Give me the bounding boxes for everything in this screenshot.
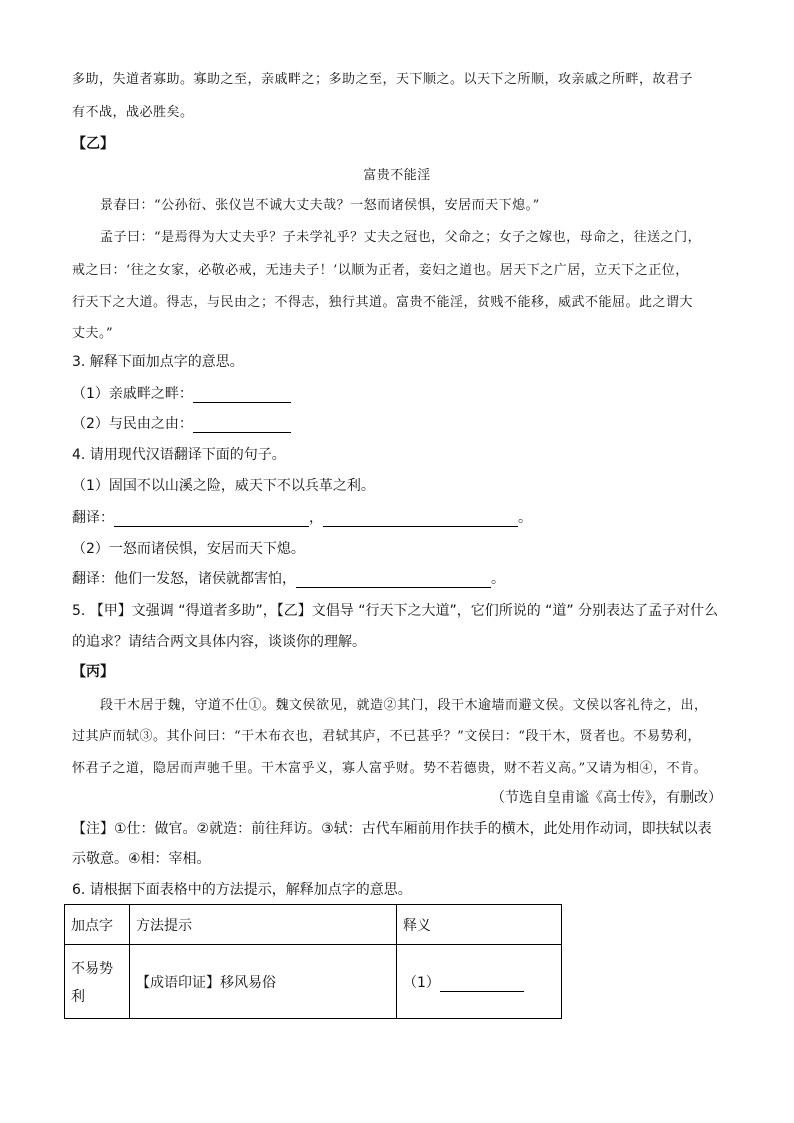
passage-a-line: 多助，失道者寡助。寡助之至，亲戚畔之；多助之至，天下顺之。以天下之所顺，攻亲戚之所畔，故君子 bbox=[72, 72, 694, 87]
answer-label: （1） bbox=[403, 974, 440, 991]
passage-c-marker: 【丙】 bbox=[72, 664, 114, 680]
comma: ， bbox=[309, 510, 323, 526]
answer-blank[interactable] bbox=[323, 512, 518, 527]
question-3-item bbox=[72, 413, 291, 433]
method-table bbox=[64, 904, 562, 1019]
translation-label: 翻译： bbox=[72, 510, 114, 526]
table-header: 释义 bbox=[397, 905, 562, 945]
question-3-item-label: （2）与民由之由： bbox=[72, 416, 193, 432]
table-cell-answer bbox=[397, 945, 562, 1019]
word-line: 不易势 bbox=[71, 960, 113, 977]
passage-c-line: 段干木居于魏，守道不仕①。魏文侯欲见，就造②其门，段干木逾墙而避文侯。文侯以客礼待之，出， bbox=[100, 698, 708, 713]
table-header-row bbox=[65, 905, 562, 945]
answer-blank[interactable] bbox=[296, 573, 491, 588]
question-5-prompt: 的追求？请结合两文具体内容，谈谈你的理解。 bbox=[72, 634, 366, 650]
period: 。 bbox=[518, 510, 532, 526]
passage-b-line: 戒之曰：‘往之女家，必敬必戒，无违夫子！’以顺为正者，妾妇之道也。居天下之广居，立天下之正位， bbox=[72, 263, 689, 278]
passage-c-line: 过其庐而轼③。其仆问曰：“干木布衣也，君轼其庐，不已甚乎？”文侯曰：“段干木，贤者也。不易势利， bbox=[72, 729, 701, 744]
period: 。 bbox=[491, 571, 505, 587]
answer-blank[interactable] bbox=[114, 512, 309, 527]
passage-b-title: 富贵不能淫 bbox=[363, 168, 431, 183]
table-header: 加点字 bbox=[65, 905, 130, 945]
answer-blank[interactable] bbox=[193, 388, 291, 403]
word-line: 利 bbox=[71, 988, 85, 1005]
question-3-prompt: 3. 解释下面加点字的意思。 bbox=[72, 354, 244, 370]
table-header: 方法提示 bbox=[130, 905, 397, 945]
table-cell-word bbox=[65, 945, 130, 1019]
passage-c-line: 怀君子之道，隐居而声驰千里。干木富乎义，寡人富乎财。势不若德贵，财不若义高。”又请为相④，不肯。 bbox=[72, 761, 708, 776]
passage-source: （节选自皇甫谧《高士传》，有删改） bbox=[491, 790, 722, 806]
notes: 【注】①仕：做官。②就造：前往拜访。③轼：古代车厢前用作扶手的横木，此处用作动词，即扶轼以表 bbox=[72, 821, 712, 837]
question-4-item: （1）固国不以山溪之险，威天下不以兵革之利。 bbox=[72, 478, 375, 494]
passage-b-line: 景春曰：“公孙衍、张仪岂不诚大丈夫哉？一怒而诸侯惧，安居而天下熄。” bbox=[100, 198, 540, 213]
passage-a-line: 有不战，战必胜矣。 bbox=[72, 105, 194, 120]
question-4-translation bbox=[72, 568, 505, 588]
notes: 示敬意。④相：宰相。 bbox=[72, 851, 211, 867]
question-5-prompt: 5. 【甲】文强调 “得道者多助”，【乙】文倡导 “行天下之大道”，它们所说的 “道” 分别表达了孟子对什么 bbox=[72, 603, 719, 619]
passage-b-line: 孟子曰：“是焉得为大丈夫乎？子未学礼乎？丈夫之冠也，父命之；女子之嫁也，母命之，往送之门， bbox=[100, 230, 702, 245]
question-4-prompt: 4. 请用现代汉语翻译下面的句子。 bbox=[72, 447, 286, 463]
passage-b-line: 行天下之大道。得志，与民由之；不得志，独行其道。富贵不能淫，贫贱不能移，威武不能屈。此之谓大 bbox=[72, 295, 694, 310]
question-3-item-label: （1）亲戚畔之畔： bbox=[72, 386, 193, 402]
question-3-item bbox=[72, 383, 291, 403]
question-6-prompt: 6. 请根据下面表格中的方法提示，解释加点字的意思。 bbox=[72, 882, 412, 898]
table-row bbox=[65, 945, 562, 1019]
translation-label: 翻译：他们一发怒，诸侯就都害怕， bbox=[72, 571, 296, 587]
table-cell-hint: 【成语印证】移风易俗 bbox=[130, 945, 397, 1019]
passage-b-line: 丈夫。” bbox=[72, 326, 114, 341]
answer-blank[interactable] bbox=[193, 418, 291, 433]
answer-blank[interactable] bbox=[440, 977, 524, 992]
question-4-item: （2）一怒而诸侯惧，安居而天下熄。 bbox=[72, 541, 305, 557]
question-4-translation bbox=[72, 507, 532, 527]
passage-b-marker: 【乙】 bbox=[72, 136, 114, 152]
